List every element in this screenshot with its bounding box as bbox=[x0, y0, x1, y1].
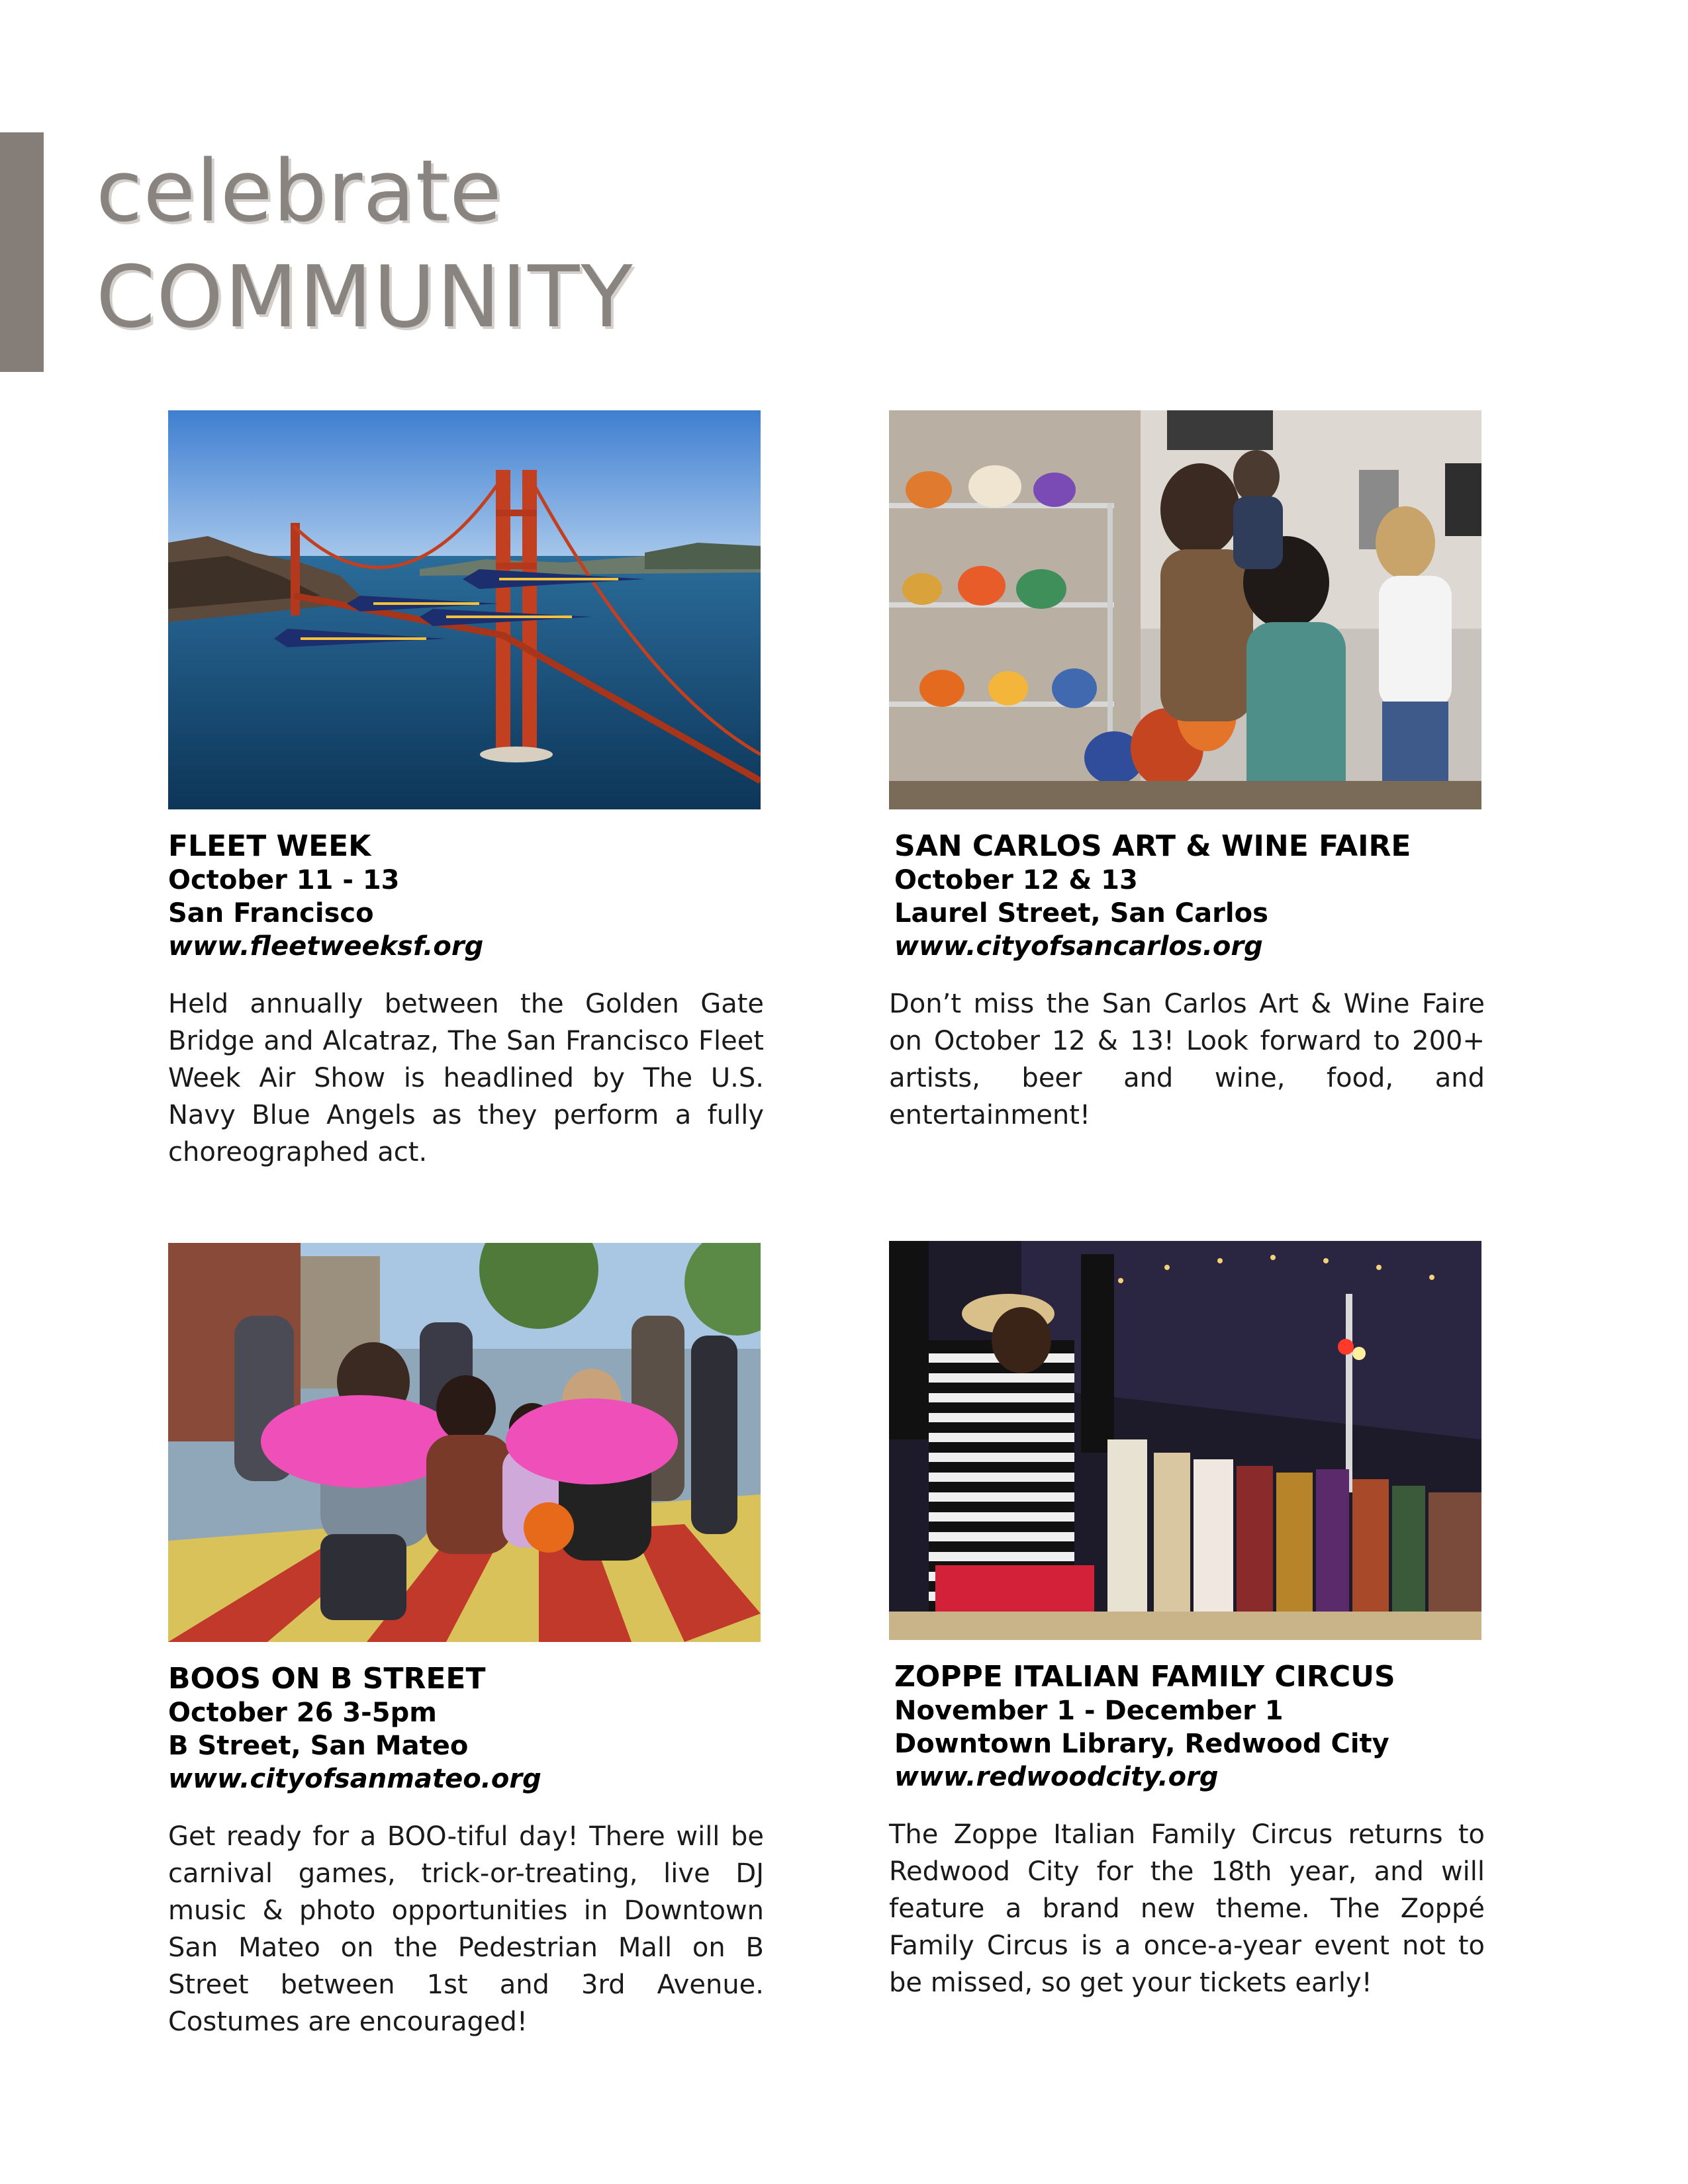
event-title: SAN CARLOS ART & WINE FAIRE bbox=[894, 829, 1411, 863]
boos-on-b-street-photo bbox=[168, 1243, 761, 1642]
event-card-san-carlos bbox=[889, 410, 1485, 1134]
zoppe-circus-photo bbox=[889, 1241, 1481, 1640]
event-location: Downtown Library, Redwood City bbox=[894, 1729, 1389, 1759]
event-title: ZOPPE ITALIAN FAMILY CIRCUS bbox=[894, 1660, 1395, 1694]
event-url-link[interactable]: www.cityofsanmateo.org bbox=[168, 1764, 541, 1794]
event-date: October 26 3-5pm bbox=[168, 1698, 437, 1728]
event-location: Laurel Street, San Carlos bbox=[894, 898, 1268, 929]
event-url-link[interactable]: www.cityofsancarlos.org bbox=[894, 931, 1263, 962]
event-description: The Zoppe Italian Family Circus returns to Redwood City for the 18th year, and will feature a brand new theme. The Zoppé Family Circus is a once-a-year event not to be missed, so get your tickets early! bbox=[889, 1819, 1485, 1998]
event-date: November 1 - December 1 bbox=[894, 1696, 1284, 1726]
fleet-week-photo bbox=[168, 410, 761, 809]
event-location: San Francisco bbox=[168, 898, 374, 929]
accent-bar bbox=[0, 132, 44, 372]
event-card-boos-on-b-street bbox=[168, 1243, 764, 2040]
event-title: BOOS ON B STREET bbox=[168, 1662, 486, 1696]
heading-line-1: celebrate bbox=[96, 142, 502, 241]
event-description: Held annually between the Golden Gate Bridge and Alcatraz, The San Francisco Fleet Week Air Show is headlined by The U.S. Navy Blue Angels as they perform a fully choreographed act. bbox=[168, 989, 764, 1167]
event-date: October 11 - 13 bbox=[168, 865, 400, 895]
event-card-fleet-week bbox=[168, 410, 764, 1171]
art-wine-faire-photo bbox=[889, 410, 1481, 809]
event-location: B Street, San Mateo bbox=[168, 1731, 469, 1761]
heading-line-2: COMMUNITY bbox=[96, 248, 634, 347]
event-description: Get ready for a BOO-tiful day! There will be carnival games, trick-or-treating, live DJ music & photo opportunities in Downtown San Mateo on the Pedestrian Mall on B Street between 1st and 3rd Avenue. Costumes are encouraged! bbox=[168, 1821, 764, 2037]
event-card-zoppe-circus bbox=[889, 1241, 1485, 2001]
event-description: Don’t miss the San Carlos Art & Wine Faire on October 12 & 13! Look forward to 200+ artists, beer and wine, food, and entertainment! bbox=[889, 989, 1485, 1130]
event-url-link[interactable]: www.fleetweeksf.org bbox=[168, 931, 484, 962]
event-title: FLEET WEEK bbox=[168, 829, 371, 863]
page-heading bbox=[96, 142, 634, 354]
event-url-link[interactable]: www.redwoodcity.org bbox=[894, 1762, 1219, 1792]
event-date: October 12 & 13 bbox=[894, 865, 1138, 895]
